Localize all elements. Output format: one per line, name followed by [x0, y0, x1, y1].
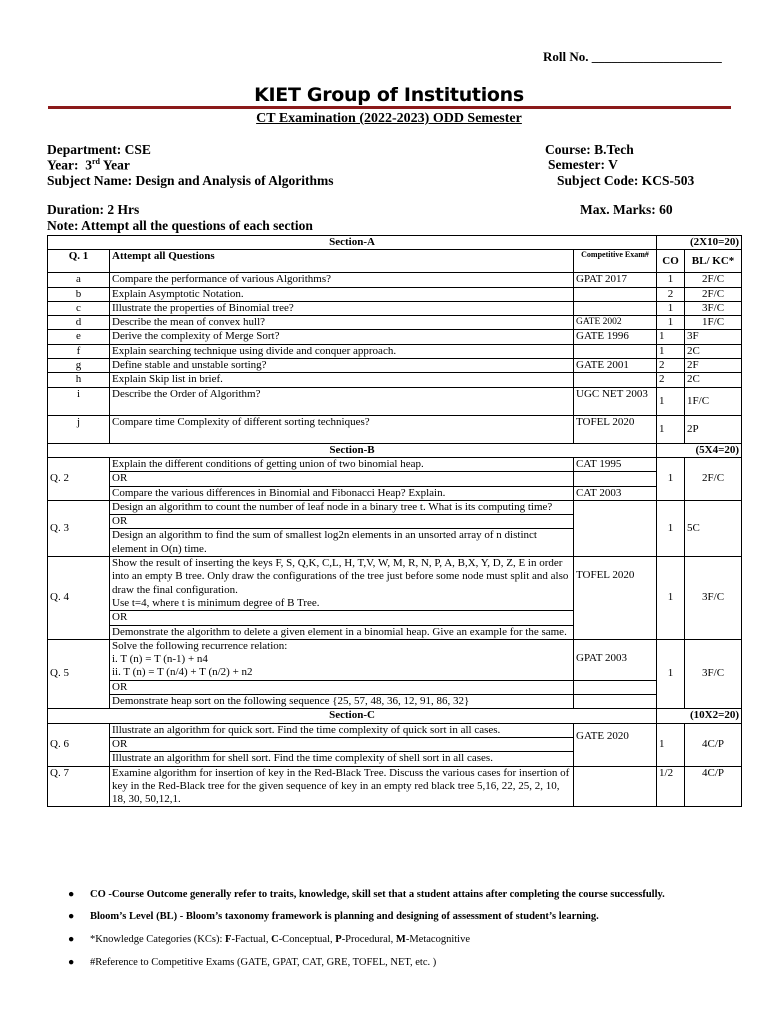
course: Course: B.Tech — [545, 142, 634, 157]
table-row: OR — [48, 680, 742, 694]
max-marks: Max. Marks: 60 — [580, 202, 673, 217]
table-row: OR — [48, 611, 742, 625]
department: Department: CSE — [47, 142, 151, 157]
roll-number: Roll No. ____________________ — [543, 49, 722, 64]
table-row: f Explain searching technique using divide and conquer approach. 1 2C — [48, 344, 742, 358]
table-row: Q. 3 Design an algorithm to count the number of leaf node in a binary tree t. What is its computing time? 1 5C — [48, 500, 742, 514]
table-row: Demonstrate the algorithm to delete a given element in a binomial heap. Give an example for the same. — [48, 625, 742, 639]
section-marks: (5X4=20) — [657, 443, 742, 457]
section-marks: (2X10=20) — [657, 236, 742, 250]
year: Year: 3rd Year — [47, 157, 130, 173]
table-row: g Define stable and unstable sorting? GATE 2001 2 2F — [48, 359, 742, 373]
table-row: OR — [48, 472, 742, 486]
footnote-co: ● CO -Course Outcome generally refer to traits, knowledge, skill set that a student attains after completing the course successfully. — [68, 889, 665, 900]
table-row: j Compare time Complexity of different sorting techniques? TOFEL 2020 1 2P — [48, 415, 742, 443]
question-number: Q. 7 — [48, 766, 110, 807]
subject-code: Subject Code: KCS-503 — [557, 173, 695, 188]
col-q: Q. 1 — [48, 250, 110, 273]
footnote-kc: ● *Knowledge Categories (KCs): F-Factual, C-Conceptual, P-Procedural, M-Metacognitive — [68, 934, 470, 945]
question-number: Q. 4 — [48, 557, 110, 640]
question-table — [47, 235, 742, 807]
table-row: Compare the various differences in Binomial and Fibonacci Heap? Explain. CAT 2003 — [48, 486, 742, 500]
table-row: OR — [48, 515, 742, 529]
col-attempt: Attempt all Questions — [110, 250, 574, 273]
table-row: Design an algorithm to find the sum of smallest log2n elements in an unsorted array of n distinct element in O(n) time. — [48, 529, 742, 557]
question-number: Q. 5 — [48, 639, 110, 708]
section-a-header — [48, 236, 742, 250]
table-row: e Derive the complexity of Merge Sort? GATE 1996 1 3F — [48, 330, 742, 344]
table-row: a Compare the performance of various Algorithms? GPAT 2017 1 2F/C — [48, 273, 742, 287]
table-row: Q. 7 Examine algorithm for insertion of key in the Red-Black Tree. Discuss the various cases for insertion of key in the Red-Black tree for the given sequence of key in an empty red black tree 5,16, 22, 25, 2, 10, 18, 30, 50,12,1. 1/2 4C/P — [48, 766, 742, 807]
duration: Duration: 2 Hrs — [47, 202, 140, 217]
table-row: d Describe the mean of convex hull? GATE 2002 1 1F/C — [48, 316, 742, 330]
col-bl: BL/ KC* — [685, 250, 742, 273]
exam-title: CT Examination (2022-2023) ODD Semester — [256, 111, 522, 126]
table-row: Q. 5 Solve the following recurrence relation: i. T (n) = T (n-1) + n4 ii. T (n) = T (n/4) + T (n/2) + n2 GPAT 2003 1 3F/C — [48, 639, 742, 680]
table-row: Q. 2 Explain the different conditions of getting union of two binomial heap. CAT 1995 1 2F/C — [48, 457, 742, 471]
table-row: OR — [48, 737, 742, 751]
section-a-columns — [48, 250, 742, 273]
question-number: Q. 6 — [48, 723, 110, 766]
table-row: h Explain Skip list in brief. 2 2C — [48, 373, 742, 387]
header-divider — [48, 106, 731, 109]
section-title: Section-C — [48, 709, 657, 723]
section-title: Section-B — [48, 443, 657, 457]
table-row: Q. 4 Show the result of inserting the keys F, S, Q,K, C,L, H, T,V, W, M, R, N, P, A, B,X, Y, D, Z, E in order into an empty B tree. Only draw the configurations of the tree just before some node must split and also draw the final configuration. Use t=4, where t is minimum degree of B Tree. TOFEL 2020 1 3F/C — [48, 557, 742, 611]
bullet-icon: ● — [68, 934, 75, 945]
bullet-icon: ● — [68, 957, 75, 968]
section-marks: (10X2=20) — [657, 709, 742, 723]
section-title: Section-A — [48, 236, 657, 250]
bullet-icon: ● — [68, 889, 75, 900]
section-b-header — [48, 443, 742, 457]
section-c-header — [48, 709, 742, 723]
footnote-ref: ● #Reference to Competitive Exams (GATE, GPAT, CAT, GRE, TOFEL, NET, etc. ) — [68, 957, 437, 968]
question-number: Q. 3 — [48, 500, 110, 556]
semester: Semester: V — [548, 157, 618, 172]
table-row: Demonstrate heap sort on the following sequence {25, 57, 48, 36, 12, 91, 86, 32} — [48, 695, 742, 709]
note: Note: Attempt all the questions of each section — [47, 218, 313, 233]
col-competitive: Competitive Exam# — [574, 250, 657, 273]
bullet-icon: ● — [68, 911, 75, 922]
table-row: c Illustrate the properties of Binomial tree? 1 3F/C — [48, 301, 742, 315]
subject-name: Subject Name: Design and Analysis of Algorithms — [47, 173, 334, 188]
question-number: Q. 2 — [48, 457, 110, 500]
table-row: i Describe the Order of Algorithm? UGC NET 2003 1 1F/C — [48, 387, 742, 415]
table-row: Q. 6 Illustrate an algorithm for quick sort. Find the time complexity of quick sort in all cases. GATE 2020 1 4C/P — [48, 723, 742, 737]
table-row: Illustrate an algorithm for shell sort. Find the time complexity of shell sort in all cases. — [48, 752, 742, 766]
table-row: b Explain Asymptotic Notation. 2 2F/C — [48, 287, 742, 301]
footnote-bl: ● Bloom’s Level (BL) - Bloom’s taxonomy framework is planning and designing of assessment of student’s learning. — [68, 911, 599, 922]
col-co: CO — [657, 250, 685, 273]
institution-title: KIET Group of Institutions — [254, 84, 524, 106]
